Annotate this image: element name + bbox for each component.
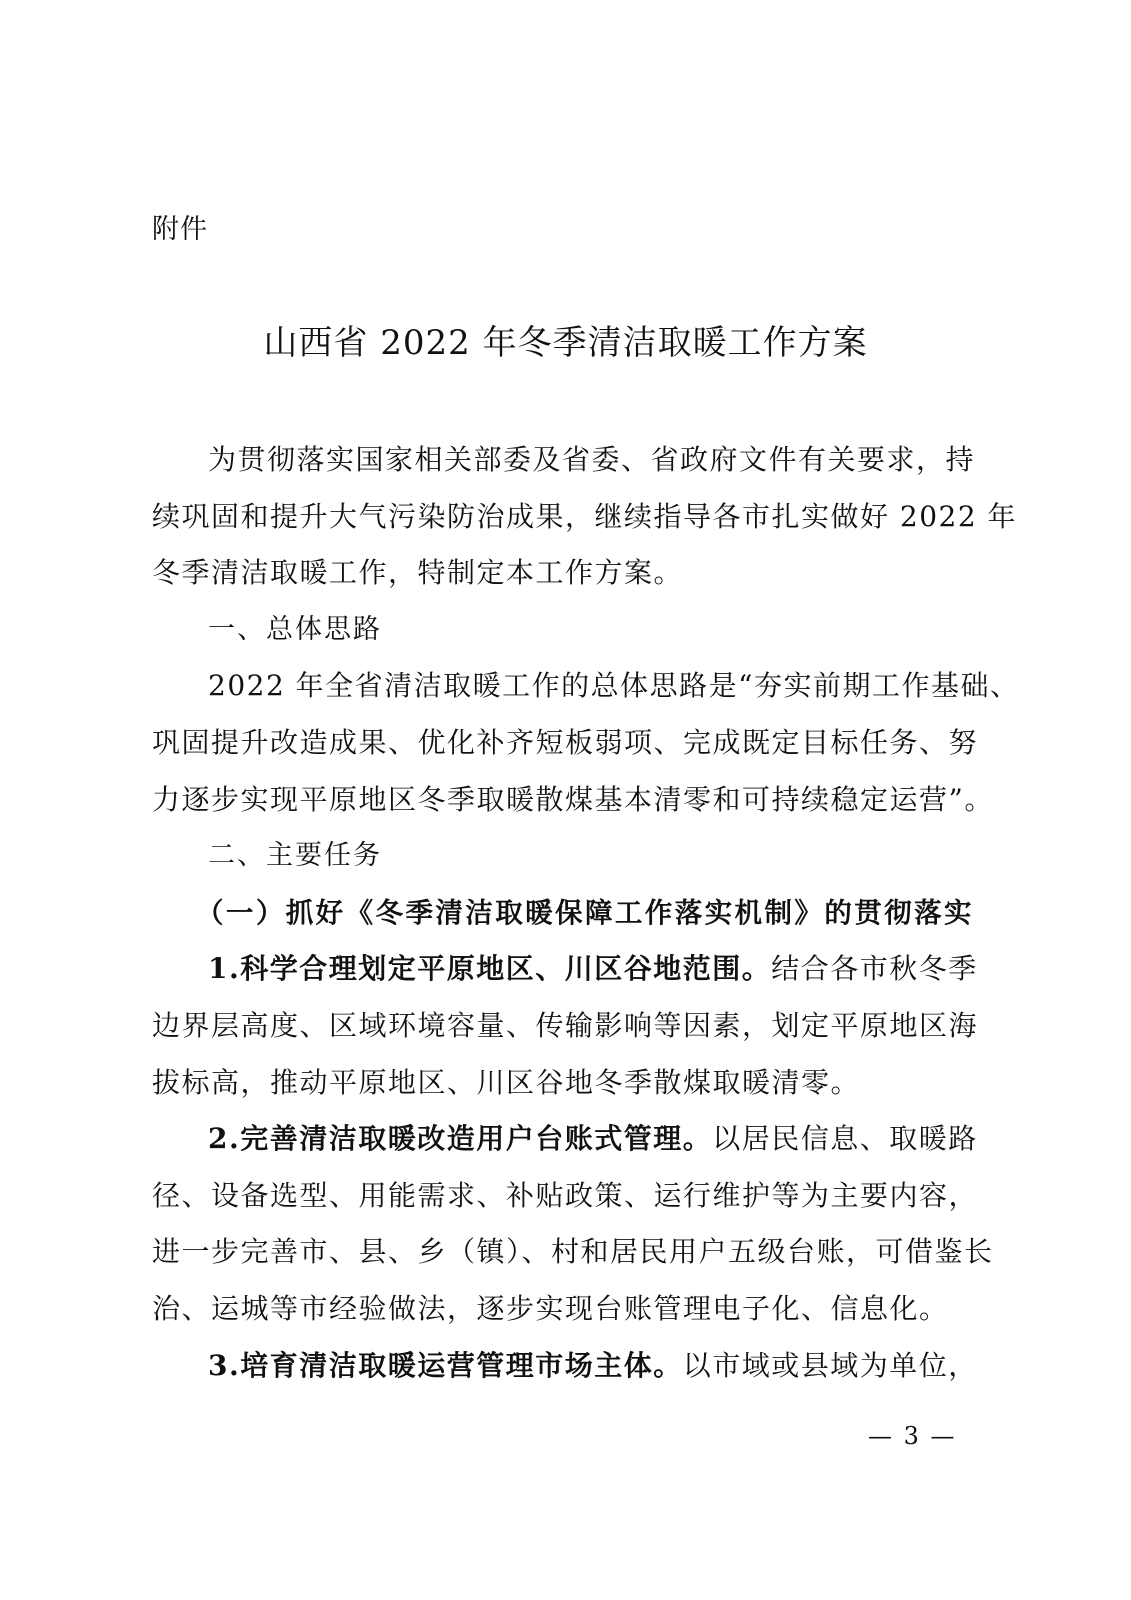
item-2-line-3: 进一步完善市、县、乡（镇）、村和居民用户五级台账，可借鉴长 [152, 1235, 994, 1269]
item-2-title: 2.完善清洁取暖改造用户台账式管理。 [208, 1122, 713, 1156]
section-1-line-3: 力逐步实现平原地区冬季取暖散煤基本清零和可持续稳定运营”。 [152, 782, 994, 816]
section-1-heading: 一、总体思路 [208, 613, 382, 645]
item-3-title: 3.培育清洁取暖运营管理市场主体。 [208, 1348, 683, 1382]
section-1-line-1: 2022 年全省清洁取暖工作的总体思路是“夯实前期工作基础、 [208, 669, 1020, 703]
item-1-line-2: 边界层高度、区域环境容量、传输影响等因素，划定平原地区海 [152, 1008, 979, 1042]
document-title: 山西省 2022 年冬季清洁取暖工作方案 [263, 323, 868, 363]
item-2-line-4: 治、运城等市经验做法，逐步实现台账管理电子化、信息化。 [152, 1291, 949, 1325]
item-1-line-3: 拔标高，推动平原地区、川区谷地冬季散煤取暖清零。 [152, 1065, 861, 1099]
item-2-line-1 [152, 1111, 978, 1168]
item-1-text: 结合各市秋冬季 [771, 952, 978, 986]
section-2-heading: 二、主要任务 [208, 840, 382, 872]
section-1-line-2: 巩固提升改造成果、优化补齐短板弱项、完成既定目标任务、努 [152, 725, 979, 759]
intro-line-2: 续巩固和提升大气污染防治成果，继续指导各市扎实做好 2022 年 [152, 499, 1018, 533]
section-2-subheading: （一）抓好《冬季清洁取暖保障工作落实机制》的贯彻落实 [196, 896, 972, 929]
item-3-line-1 [152, 1338, 978, 1395]
item-2-line-2: 径、设备选型、用能需求、补贴政策、运行维护等为主要内容， [152, 1178, 979, 1212]
item-3-text: 以市域或县域为单位， [682, 1348, 978, 1382]
item-1-title: 1.科学合理划定平原地区、川区谷地范围。 [208, 952, 772, 986]
document-body [152, 432, 1020, 1394]
item-1-line-1 [152, 941, 978, 998]
item-2-text: 以居民信息、取暖路 [712, 1122, 978, 1156]
attachment-label: 附件 [152, 214, 208, 245]
intro-line-3: 冬季清洁取暖工作，特制定本工作方案。 [152, 556, 684, 590]
page-number: — 3 — [868, 1422, 957, 1450]
intro-line-1: 为贯彻落实国家相关部委及省委、省政府文件有关要求，持 [208, 443, 976, 476]
